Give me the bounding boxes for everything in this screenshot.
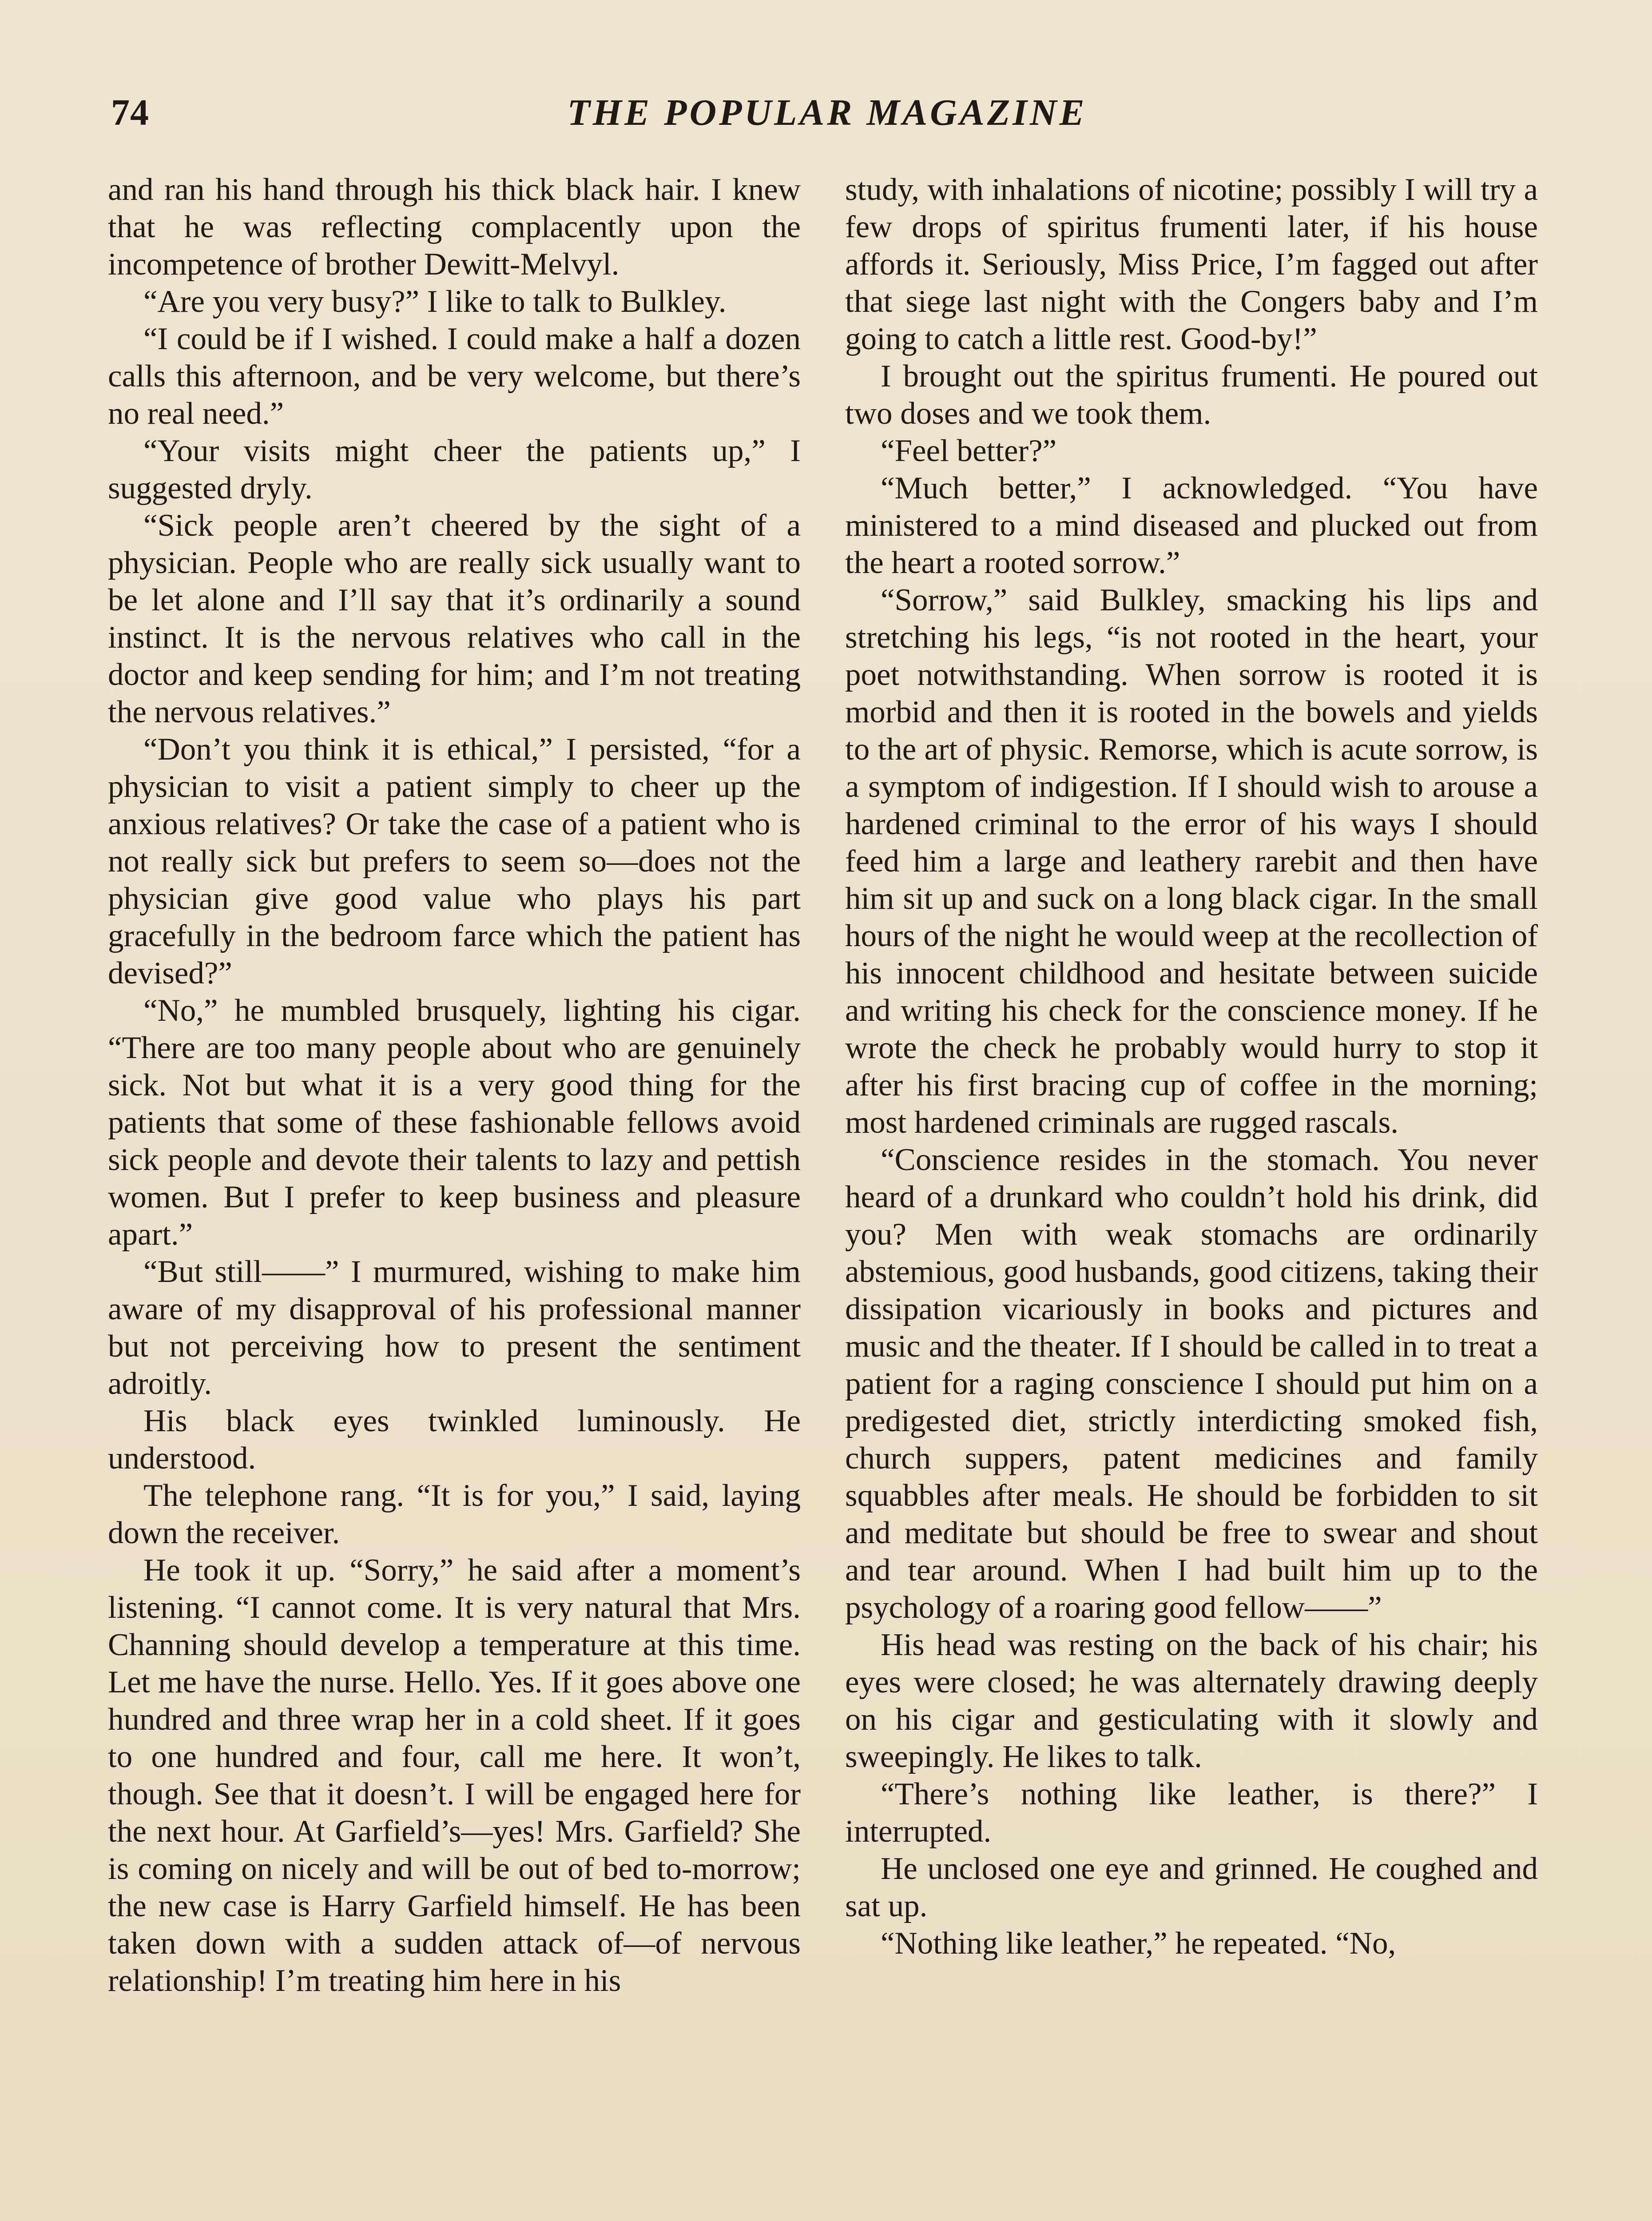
paragraph: “Much better,” I acknowledged. “You have ministered to a mind diseased and plucked out from the heart a rooted sorrow.” [845, 471, 1538, 580]
left-text-column [108, 171, 801, 1999]
paragraph: I brought out the spiritus frumenti. He poured out two doses and we took them. [845, 359, 1538, 431]
page-header [111, 91, 1543, 149]
paragraph: study, with inhalations of nicotine; possibly I will try a few drops of spiritus frumenti later, if his house affords it. Seriously, Miss Price, I’m fagged out after that siege last night with the Congers baby and I’m going to catch a little rest. Good-by!” [845, 172, 1538, 356]
paragraph: The telephone rang. “It is for you,” I said, laying down the receiver. [108, 1478, 801, 1550]
paragraph: His black eyes twinkled luminously. He understood. [108, 1404, 801, 1476]
paragraph: “There’s nothing like leather, is there?” I interrupted. [845, 1777, 1538, 1849]
paragraph: He took it up. “Sorry,” he said after a moment’s listening. “I cannot come. It is very natural that Mrs. Channing should develop a temperature at this time. Let me have the nurse. Hello. Yes. If it goes above one hundred and three wrap her in a cold sheet. If it goes to one hundred and four, call me here. It won’t, though. See that it doesn’t. I will be engaged here for the next hour. At Garfield’s—yes! Mrs. Garfield? She is coming on nicely and will be out of bed to-morrow; the new case is Harry Garfield himself. He has been taken down with a sudden attack of—of nervous relationship! I’m treating him here in his [108, 1553, 801, 1998]
paragraph: “Your visits might cheer the patients up,” I suggested dryly. [108, 434, 801, 505]
paragraph: His head was resting on the back of his chair; his eyes were closed; he was alternately drawing deeply on his cigar and gesticulating with it slowly and sweepingly. He likes to talk. [845, 1628, 1538, 1774]
page-number: 74 [111, 92, 149, 133]
paragraph: “Don’t you think it is ethical,” I persisted, “for a physician to visit a patient simply to cheer up the anxious relatives? Or take the case of a patient who is not really sick but prefers to seem so—does not the physician give good value who plays his part gracefully in the bedroom farce which the patient has devised?” [108, 732, 801, 991]
paragraph: “Sick people aren’t cheered by the sight of a physician. People who are really sick usually want to be let alone and I’ll say that it’s ordinarily a sound instinct. It is the nervous relatives who call in the doctor and keep sending for him; and I’m not treating the nervous relatives.” [108, 508, 801, 729]
paragraph: “Are you very busy?” I like to talk to Bulkley. [143, 284, 727, 319]
paragraph: “Nothing like leather,” he repeated. “No, [881, 1926, 1396, 1961]
paragraph: “I could be if I wished. I could make a half a dozen calls this afternoon, and be very welcome, but there’s no real need.” [108, 322, 801, 431]
paragraph: “No,” he mumbled brusquely, lighting his cigar. “There are too many people about who are genuinely sick. Not but what it is a very good thing for the patients that some of these fashionable fellows avoid sick people and devote their talents to lazy and pettish women. But I prefer to keep business and pleasure apart.” [108, 993, 801, 1252]
paragraph: He unclosed one eye and grinned. He coughed and sat up. [845, 1851, 1538, 1923]
paragraph: “Conscience resides in the stomach. You never heard of a drunkard who couldn’t hold his drink, did you? Men with weak stomachs are ordinarily abstemious, good husbands, good citizens, taking their dissipation vicariously in books and pictures and music and the theater. If I should be called in to treat a patient for a raging conscience I should put him on a predigested diet, strictly interdicting smoked fish, church suppers, patent medicines and family squabbles after meals. He should be forbidden to sit and meditate but should be free to swear and shout and tear around. When I had built him up to the psychology of a roaring good fellow——” [845, 1142, 1538, 1625]
paragraph: and ran his hand through his thick black hair. I knew that he was reflecting complacently upon the incompetence of brother Dewitt-Melvyl. [108, 172, 801, 282]
paragraph: “But still——” I murmured, wishing to make him aware of my disapproval of his professional manner but not perceiving how to present the sentiment adroitly. [108, 1254, 801, 1401]
paragraph: “Feel better?” [881, 434, 1057, 468]
running-head: THE POPULAR MAGAZINE [567, 92, 1087, 133]
paragraph: “Sorrow,” said Bulkley, smacking his lips and stretching his legs, “is not rooted in the heart, your poet notwithstanding. When sorrow is rooted it is morbid and then it is rooted in the bowels and yields to the art of physic. Remorse, which is acute sorrow, is a symptom of indigestion. If I should wish to arouse a hardened criminal to the error of his ways I should feed him a large and leathery rarebit and then have him sit up and suck on a long black cigar. In the small hours of the night he would weep at the recollection of his innocent childhood and hesitate between suicide and writing his check for the conscience money. If he wrote the check he probably would hurry to stop it after his first bracing cup of coffee in the morning; most hardened criminals are rugged rascals. [845, 583, 1538, 1140]
right-text-column [845, 171, 1538, 1962]
